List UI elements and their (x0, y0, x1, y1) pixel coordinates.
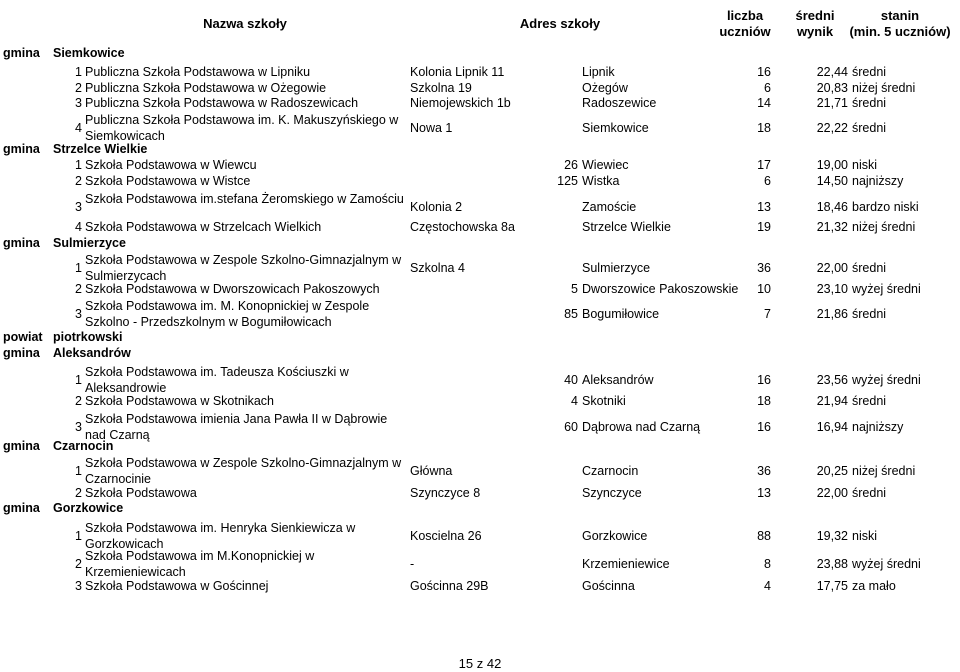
table-row (0, 95, 960, 111)
student-count: 13 (757, 200, 771, 214)
school-address: 60 (564, 420, 578, 434)
row-number: 1 (75, 373, 82, 387)
school-city: Bogumiłowice (582, 307, 660, 321)
school-address: Szynczyce 8 (410, 486, 481, 500)
table-row (0, 112, 960, 144)
row-number: 1 (75, 65, 82, 79)
student-count: 88 (757, 529, 771, 543)
stanin-label: średni (852, 96, 887, 110)
stanin-label: niski (852, 158, 878, 172)
row-number: 1 (75, 529, 82, 543)
stanin-label: niżej średni (852, 220, 916, 234)
student-count: 7 (764, 307, 771, 321)
group-level: gmina (3, 236, 40, 250)
row-number: 4 (75, 121, 82, 135)
school-city: Wiewiec (582, 158, 629, 172)
average-score: 23,88 (816, 557, 848, 571)
group-level: gmina (3, 346, 40, 360)
school-address: 125 (557, 174, 578, 188)
school-city: Zamoście (582, 200, 637, 214)
row-number: 3 (75, 200, 82, 214)
average-score: 21,71 (816, 96, 848, 110)
row-number: 4 (75, 220, 82, 234)
student-count: 36 (757, 464, 771, 478)
header-stanin (840, 8, 960, 40)
school-name: Szkoła Podstawowa w Gościnnej (85, 579, 269, 593)
header-count-line1: liczba (726, 8, 764, 23)
student-count: 17 (757, 158, 771, 172)
school-address: 40 (564, 373, 578, 387)
average-score: 22,00 (816, 486, 848, 500)
group-name: Siemkowice (53, 46, 125, 60)
average-score: 19,00 (816, 158, 848, 172)
row-number: 2 (75, 394, 82, 408)
school-city: Krzemieniewice (582, 557, 670, 571)
row-number: 3 (75, 96, 82, 110)
row-number: 1 (75, 464, 82, 478)
group-name: Strzelce Wielkie (53, 142, 148, 156)
group-row (0, 345, 960, 361)
average-score: 21,94 (816, 394, 848, 408)
school-name: Szkoła Podstawowa w Wistce (85, 174, 251, 188)
stanin-label: niski (852, 529, 878, 543)
average-score: 18,46 (816, 200, 848, 214)
school-address: Nowa 1 (410, 121, 453, 135)
stanin-label: wyżej średni (852, 282, 921, 296)
stanin-label: niżej średni (852, 464, 916, 478)
header-stanin-line2: (min. 5 uczniów) (849, 24, 951, 39)
row-number: 3 (75, 307, 82, 321)
average-score: 23,10 (816, 282, 848, 296)
school-city: Czarnocin (582, 464, 639, 478)
header-average-line2: wynik (796, 24, 834, 39)
average-score: 23,56 (816, 373, 848, 387)
average-score: 16,94 (816, 420, 848, 434)
school-city: Radoszewice (582, 96, 657, 110)
average-score: 22,44 (816, 65, 848, 79)
average-score: 14,50 (816, 174, 848, 188)
school-name: Szkoła Podstawowa im.stefana Żeromskiego w Zamościu (85, 192, 404, 206)
group-level: gmina (3, 439, 40, 453)
group-name: piotrkowski (53, 330, 123, 344)
group-level: gmina (3, 501, 40, 515)
stanin-label: średni (852, 307, 887, 321)
school-address: Koscielna 26 (410, 529, 482, 543)
school-name: Szkoła Podstawowa im. Tadeusza Kościuszki w Aleksandrowie (85, 365, 349, 395)
stanin-label: za mało (852, 579, 896, 593)
group-row (0, 329, 960, 345)
school-address: Niemojewskich 1b (410, 96, 511, 110)
table-row (0, 455, 960, 487)
header-count-line2: uczniów (719, 24, 771, 39)
student-count: 16 (757, 420, 771, 434)
stanin-label: najniższy (852, 420, 904, 434)
school-address: Kolonia Lipnik 11 (410, 65, 505, 79)
school-address: Szkolna 19 (410, 81, 472, 95)
group-name: Gorzkowice (53, 501, 124, 515)
stanin-label: średni (852, 394, 887, 408)
school-city: Ożegów (582, 81, 628, 95)
row-number: 1 (75, 158, 82, 172)
row-number: 1 (75, 261, 82, 275)
school-city: Gościnna (582, 579, 635, 593)
school-city: Strzelce Wielkie (582, 220, 671, 234)
school-address: Gościnna 29B (410, 579, 489, 593)
group-row (0, 438, 960, 454)
school-name: Szkoła Podstawowa w Skotnikach (85, 394, 274, 408)
school-address: 26 (564, 158, 578, 172)
row-number: 3 (75, 579, 82, 593)
school-name: Szkoła Podstawowa w Wiewcu (85, 158, 257, 172)
table-row (0, 298, 960, 330)
student-count: 8 (764, 557, 771, 571)
table-row (0, 173, 960, 189)
average-score: 21,32 (816, 220, 848, 234)
row-number: 3 (75, 420, 82, 434)
stanin-label: bardzo niski (852, 200, 919, 214)
stanin-label: średni (852, 261, 887, 275)
school-name: Szkoła Podstawowa w Zespole Szkolno-Gimnazjalnym w Sulmierzycach (85, 253, 402, 283)
average-score: 22,22 (816, 121, 848, 135)
school-city: Aleksandrów (582, 373, 654, 387)
stanin-label: niżej średni (852, 81, 916, 95)
group-row (0, 500, 960, 516)
group-row (0, 141, 960, 157)
student-count: 13 (757, 486, 771, 500)
school-address: Szkolna 4 (410, 261, 465, 275)
header-average-line1: średni (795, 8, 835, 23)
school-name: Szkoła Podstawowa im. Henryka Sienkiewicza w Gorzkowicach (85, 521, 356, 551)
header-address: Adres szkoły (519, 16, 601, 31)
average-score: 17,75 (816, 579, 848, 593)
school-name: Szkoła Podstawowa imienia Jana Pawła II w Dąbrowie nad Czarną (85, 412, 388, 442)
school-address: - (410, 557, 415, 571)
group-level: gmina (3, 46, 40, 60)
stanin-label: wyżej średni (852, 557, 921, 571)
school-city: Wistka (582, 174, 620, 188)
group-name: Aleksandrów (53, 346, 131, 360)
average-score: 20,83 (816, 81, 848, 95)
group-row (0, 45, 960, 61)
school-address: 4 (571, 394, 578, 408)
page-number: 15 z 42 (458, 656, 502, 671)
row-number: 2 (75, 486, 82, 500)
student-count: 10 (757, 282, 771, 296)
student-count: 6 (764, 174, 771, 188)
student-count: 19 (757, 220, 771, 234)
school-city: Gorzkowice (582, 529, 648, 543)
school-name: Szkoła Podstawowa w Zespole Szkolno-Gimnazjalnym w Czarnocinie (85, 456, 402, 486)
table-row (0, 364, 960, 396)
table-row (0, 281, 960, 297)
school-city: Dąbrowa nad Czarną (582, 420, 701, 434)
header-school-name: Nazwa szkoły (203, 16, 287, 31)
school-name: Publiczna Szkoła Podstawowa im. K. Makuszyńskiego w Siemkowicach (85, 113, 399, 143)
school-address: Częstochowska 8a (410, 220, 515, 234)
table-row (0, 157, 960, 173)
school-name: Publiczna Szkoła Podstawowa w Ożegowie (85, 81, 327, 95)
school-name: Szkoła Podstawowa w Strzelcach Wielkich (85, 220, 322, 234)
group-level: gmina (3, 142, 40, 156)
student-count: 14 (757, 96, 771, 110)
average-score: 19,32 (816, 529, 848, 543)
school-city: Sulmierzyce (582, 261, 651, 275)
stanin-label: średni (852, 121, 887, 135)
stanin-label: średni (852, 486, 887, 500)
table-row (0, 485, 960, 501)
row-number: 2 (75, 81, 82, 95)
student-count: 36 (757, 261, 771, 275)
group-level: powiat (3, 330, 43, 344)
school-city: Skotniki (582, 394, 626, 408)
table-row (0, 219, 960, 235)
school-address: 5 (571, 282, 578, 296)
row-number: 2 (75, 282, 82, 296)
average-score: 20,25 (816, 464, 848, 478)
school-address: Główna (410, 464, 453, 478)
group-name: Sulmierzyce (53, 236, 126, 250)
group-name: Czarnocin (53, 439, 114, 453)
row-number: 2 (75, 174, 82, 188)
stanin-label: wyżej średni (852, 373, 921, 387)
school-address: Kolonia 2 (410, 200, 463, 214)
group-row (0, 235, 960, 251)
table-row (0, 252, 960, 284)
student-count: 18 (757, 121, 771, 135)
school-city: Lipnik (582, 65, 615, 79)
school-name: Szkoła Podstawowa im. M. Konopnickiej w Zespole Szkolno - Przedszkolnym w Bogumiłowicach (85, 299, 370, 329)
student-count: 18 (757, 394, 771, 408)
average-score: 22,00 (816, 261, 848, 275)
stanin-label: średni (852, 65, 887, 79)
school-name: Szkoła Podstawowa w Dworszowicach Pakoszowych (85, 282, 380, 296)
header-count (705, 8, 785, 40)
school-city: Szynczyce (582, 486, 642, 500)
student-count: 6 (764, 81, 771, 95)
school-address: 85 (564, 307, 578, 321)
table-row (0, 548, 960, 580)
student-count: 4 (764, 579, 771, 593)
table-row (0, 80, 960, 96)
school-city: Dworszowice Pakoszowskie (582, 282, 739, 296)
school-name: Publiczna Szkoła Podstawowa w Lipniku (85, 65, 311, 79)
school-name: Szkoła Podstawowa im M.Konopnickiej w Krzemieniewicach (85, 549, 315, 579)
table-row (0, 64, 960, 80)
school-name: Publiczna Szkoła Podstawowa w Radoszewicach (85, 96, 359, 110)
header-stanin-line1: stanin (880, 8, 920, 23)
stanin-label: najniższy (852, 174, 904, 188)
school-name: Szkoła Podstawowa (85, 486, 197, 500)
student-count: 16 (757, 373, 771, 387)
table-row (0, 393, 960, 409)
student-count: 16 (757, 65, 771, 79)
average-score: 21,86 (816, 307, 848, 321)
school-city: Siemkowice (582, 121, 649, 135)
row-number: 2 (75, 557, 82, 571)
table-row (0, 578, 960, 594)
